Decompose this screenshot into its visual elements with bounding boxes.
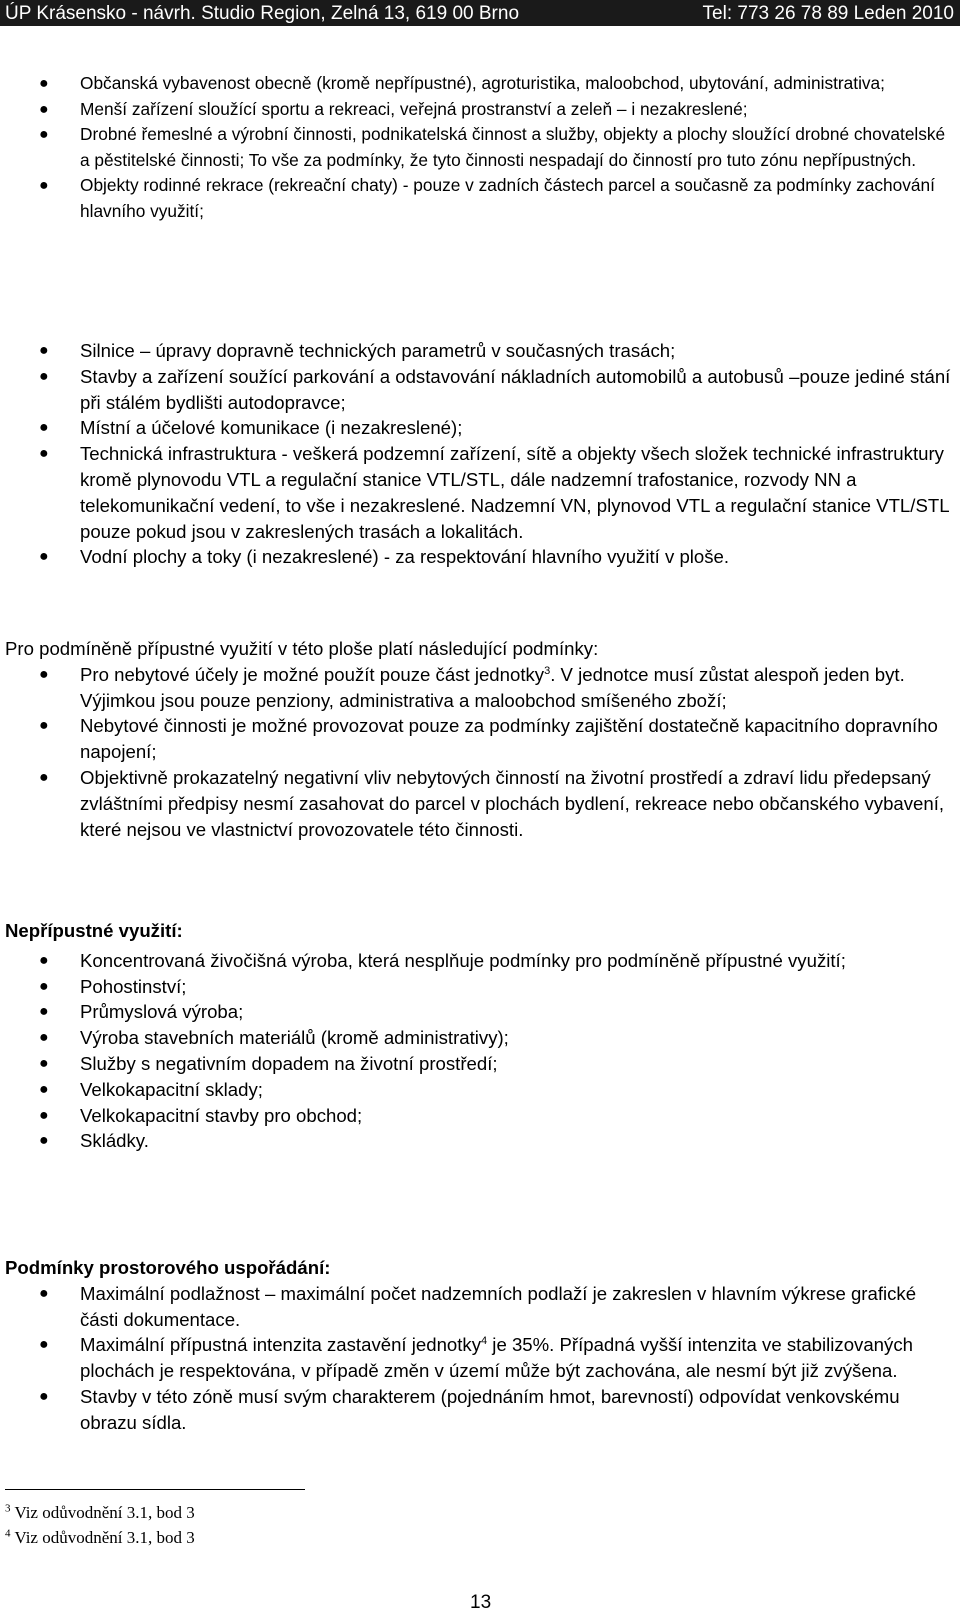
list-item: ● Průmyslová výroba; — [0, 999, 960, 1025]
page-header — [0, 0, 960, 26]
bullet-icon: ● — [39, 1054, 49, 1072]
bullet-icon: ● — [39, 665, 49, 683]
list-item: ● Technická infrastruktura - veškerá podzemní zařízení, sítě a objekty všech složek technické infrastruktury kromě plynovodu VTL a regulační stanice VTL/STL, dále nadzemní trafostanice, rozvody NN a telekomunikační vedení, to vše i nezakreslené. Nadzemní VN, plynovod VTL a regulační stanice VTL/STL pouze pokud jsou v zakreslených trasách a lokalitách. — [39, 443, 949, 542]
header-contact-date: Tel: 773 26 78 89 Leden 2010 — [702, 3, 954, 24]
header-address: ÚP Krásensko - návrh. Studio Region, Zelná 13, 619 00 Brno — [5, 3, 520, 24]
list-item: ● Nebytové činnosti je možné provozovat pouze za podmínky zajištění dostatečně kapacitního dopravního napojení; — [39, 715, 938, 763]
bullet-icon: ● — [39, 1029, 49, 1047]
list-item: ● Menší zařízení sloužící sportu a rekreaci, veřejná prostranství a zeleň – i nezakreslené; — [0, 97, 960, 123]
list-item: ● Stavby a zařízení soužící parkování a odstavování nákladních automobilů a autobusů –pouze jediné stání při stálém bydlišti autodopravce; — [39, 365, 951, 413]
footnote-ref: 4 — [481, 1335, 488, 1348]
list-item: ● Maximální podlažnost – maximální počet nadzemních podlaží je zakreslen v hlavním výkrese grafické části dokumentace. — [39, 1282, 917, 1330]
bullet-icon: ● — [39, 419, 49, 437]
list-item: ● Objekty rodinné rekrace (rekreační chaty) - pouze v zadních částech parcel a současně za podmínky zachování hlavního využití; — [39, 175, 935, 221]
bullet-icon: ● — [39, 1284, 49, 1302]
list-item: ● Služby s negativním dopadem na životní prostředí; — [0, 1051, 960, 1077]
list-item: ● Objektivně prokazatelný negativní vliv nebytových činností na životní prostředí a zdraví lidu předepsaný zvláštními předpisy nesmí zasahovat do parcel v plochách bydlení, rekreace nebo občanského vybavení, které nejsou ve vlastnictví provozovatele této činnosti. — [39, 766, 945, 840]
bullet-icon: ● — [39, 977, 49, 995]
bullet-icon: ● — [39, 768, 49, 786]
list-item: ● Silnice – úpravy dopravně technických parametrů v současných trasách; — [0, 338, 960, 364]
bullet-icon: ● — [39, 177, 49, 195]
list-item: ● Koncentrovaná živočišná výroba, která nesplňuje podmínky pro podmíněně přípustné využití; — [0, 948, 960, 974]
list-item: ● Maximální přípustná intenzita zastavění jednotky$^4$ je 35%. Případná vyšší intenzita ve stabilizovaných plochách je respektována, v případě změn v území může být zachována, ale nesmí být již zvýšena. — [39, 1334, 913, 1382]
bullet-icon: ● — [39, 100, 49, 118]
conditional-intro: Pro podmíněně přípustné využití v této ploše platí následující podmínky: — [5, 638, 599, 659]
bullet-icon: ● — [39, 951, 49, 969]
bullet-icon: ● — [39, 1336, 49, 1354]
prohibited-uses-section — [0, 918, 960, 1154]
section-heading: Podmínky prostorového uspořádání: — [5, 1257, 331, 1278]
footnote: $^3$ Viz odůvodnění 3.1, bod 3 — [5, 1502, 195, 1522]
bullet-icon: ● — [39, 75, 49, 92]
footnote-ref: 3 — [544, 664, 551, 677]
permitted-uses-list-a — [0, 71, 960, 225]
bullet-icon: ● — [39, 445, 49, 463]
bullet-icon: ● — [39, 342, 49, 359]
list-item: ● Vodní plochy a toky (i nezakreslené) - za respektování hlavního využití v ploše. — [0, 544, 960, 570]
list-item: ● Místní a účelové komunikace (i nezakreslené); — [0, 415, 960, 441]
bullet-icon: ● — [39, 367, 49, 385]
conditional-uses-section — [0, 636, 960, 842]
list-item: ● Pro nebytové účely je možné použít pouze část jednotky$^3$. V jednotce musí zůstat alespoň jeden byt. Výjimkou jsou pouze penziony, administrativa a maloobchod smíšeného zboží; — [39, 663, 905, 711]
list-item: ● Občanská vybavenost obecně (kromě nepřípustné), agroturistika, maloobchod, ubytování, administrativa; — [0, 71, 960, 97]
bullet-icon: ● — [39, 1080, 49, 1098]
footnote: $^4$ Viz odůvodnění 3.1, bod 3 — [5, 1527, 195, 1547]
page-number: 13 — [470, 1592, 492, 1613]
list-item: ● Stavby v této zóně musí svým charakterem (pojednáním hmot, barevností) odpovídat venkovskému obrazu sídla. — [39, 1385, 900, 1433]
bullet-icon: ● — [39, 1387, 49, 1405]
list-item: ● Skládky. — [0, 1128, 960, 1154]
section-heading: Nepřípustné využití: — [5, 920, 183, 941]
bullet-icon: ● — [39, 548, 49, 566]
spatial-conditions-section — [0, 1255, 960, 1436]
footnote-divider — [5, 1489, 305, 1490]
bullet-icon: ● — [39, 1106, 49, 1124]
permitted-uses-list-b — [0, 338, 960, 570]
list-item: ● Velkokapacitní sklady; — [0, 1077, 960, 1103]
bullet-icon: ● — [39, 1132, 49, 1150]
list-item: ● Velkokapacitní stavby pro obchod; — [0, 1103, 960, 1129]
list-item: ● Výroba stavebních materiálů (kromě administrativy); — [0, 1025, 960, 1051]
list-item: ● Drobné řemeslné a výrobní činnosti, podnikatelská činnost a služby, objekty a plochy sloužící drobné chovatelské a pěstitelské činnosti; To vše za podmínky, že tyto činnosti nespadají do činností pro tuto zónu nepřípustných. — [39, 124, 946, 170]
bullet-icon: ● — [39, 126, 49, 144]
list-item: ● Pohostinství; — [0, 974, 960, 1000]
bullet-icon: ● — [39, 1003, 49, 1021]
bullet-icon: ● — [39, 717, 49, 735]
